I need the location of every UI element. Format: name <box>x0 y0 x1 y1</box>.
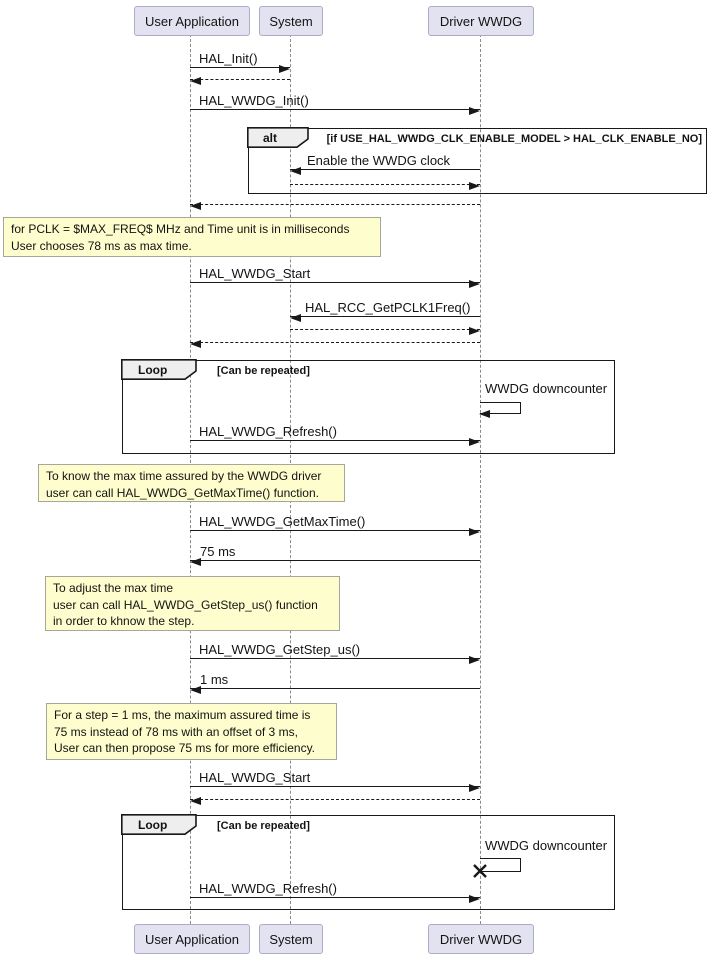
arrowhead-left-icon <box>190 797 201 805</box>
self-message-wwdg-downcounter-destroyed <box>480 858 521 872</box>
message-label: HAL_WWDG_GetStep_us() <box>199 642 361 657</box>
self-message-label: WWDG downcounter <box>485 381 608 396</box>
arrowhead-left-icon <box>190 558 201 566</box>
arrowhead-right-icon <box>469 438 480 446</box>
participant-label: User Application <box>145 931 239 947</box>
note-step-efficiency <box>46 703 337 760</box>
arrowhead-left-icon <box>190 77 201 85</box>
destroy-cross-icon <box>472 863 488 879</box>
self-message-wwdg-downcounter <box>480 402 521 414</box>
arrowhead-right-icon <box>469 528 480 536</box>
loop-operator-label: Loop <box>138 818 168 832</box>
message-label: HAL_WWDG_GetMaxTime() <box>199 514 366 529</box>
arrowhead-left-icon <box>479 410 490 418</box>
return-message <box>190 188 480 205</box>
note-getmaxtime <box>38 464 345 502</box>
note-pclk-max-freq <box>3 217 381 257</box>
return-message <box>190 63 290 80</box>
message-label: HAL_WWDG_Init() <box>199 93 309 108</box>
message-label: HAL_RCC_GetPCLK1Freq() <box>305 300 471 315</box>
note-line: For a step = 1 ms, the maximum assured time is <box>54 708 311 722</box>
arrowhead-left-icon <box>190 340 201 348</box>
message-line <box>190 688 480 689</box>
participant-label: System <box>269 931 313 947</box>
participant-label: Driver WWDG <box>439 13 523 29</box>
message-label: HAL_Init() <box>199 51 258 66</box>
message-line <box>290 184 480 185</box>
arrowhead-right-icon <box>469 107 480 115</box>
message-label: HAL_WWDG_Start <box>199 266 311 281</box>
loop-operator-label: Loop <box>138 363 168 377</box>
participant-label: User Application <box>145 13 239 29</box>
message-line <box>190 897 480 898</box>
arrowhead-right-icon <box>469 656 480 664</box>
arrowhead-right-icon <box>469 895 480 903</box>
arrowhead-left-icon <box>190 686 201 694</box>
return-message <box>190 326 480 343</box>
message-hal-wwdg-start-1 <box>190 266 480 283</box>
note-line: To know the max time assured by the WWDG driver <box>46 469 322 483</box>
message-label: Enable the WWDG clock <box>307 153 451 168</box>
alt-operator-label: alt <box>263 131 278 145</box>
note-line: user can call HAL_WWDG_GetStep_us() function <box>53 597 318 612</box>
participant-system-bottom <box>259 924 323 954</box>
note-line: in order to khnow the step. <box>53 614 195 628</box>
note-line: user can call HAL_WWDG_GetMaxTime() function. <box>46 485 319 500</box>
note-getstep <box>45 576 340 631</box>
message-hal-wwdg-getmaxtime <box>190 514 480 531</box>
message-line <box>190 530 480 531</box>
message-line <box>190 79 290 80</box>
arrowhead-left-icon <box>190 202 201 210</box>
message-line <box>190 204 480 205</box>
return-message <box>290 168 480 185</box>
note-line: User chooses 78 ms as max time. <box>11 238 192 253</box>
message-line <box>190 560 480 561</box>
message-line <box>190 342 480 343</box>
message-line <box>190 799 480 800</box>
participant-system-top <box>259 6 323 36</box>
message-hal-wwdg-getstep-us <box>190 642 480 659</box>
message-return-1ms <box>190 672 480 689</box>
message-line <box>190 282 480 283</box>
message-hal-wwdg-refresh-1 <box>190 424 480 441</box>
message-label: 75 ms <box>200 544 236 559</box>
self-message-label: WWDG downcounter <box>485 838 608 853</box>
arrowhead-right-icon <box>469 280 480 288</box>
message-label: HAL_WWDG_Refresh() <box>199 424 337 439</box>
participant-label: Driver WWDG <box>439 931 523 947</box>
message-line <box>190 109 480 110</box>
note-line: for PCLK = $MAX_FREQ$ MHz and Time unit is in milliseconds <box>11 222 350 236</box>
note-line: User can then propose 75 ms for more efficiency. <box>54 741 316 755</box>
message-line <box>190 658 480 659</box>
participant-driver-wwdg-bottom <box>428 924 534 954</box>
participant-driver-wwdg-top <box>428 6 534 36</box>
return-message <box>190 783 480 800</box>
message-hal-wwdg-init <box>190 93 480 110</box>
message-label: 1 ms <box>200 672 229 687</box>
participant-user-application-bottom <box>134 924 250 954</box>
message-line <box>190 440 480 441</box>
note-line: 75 ms instead of 78 ms with an offset of 3 ms, <box>54 724 298 739</box>
fragment-header-pentagon <box>247 127 309 148</box>
participant-label: System <box>269 13 313 29</box>
message-hal-wwdg-refresh-2 <box>190 881 480 898</box>
message-label: HAL_WWDG_Refresh() <box>199 881 337 896</box>
loop-guard-condition: [Can be repeated] <box>217 365 310 377</box>
loop-guard-condition: [Can be repeated] <box>217 820 310 832</box>
participant-user-application-top <box>134 6 250 36</box>
message-label: HAL_WWDG_Start <box>199 770 311 785</box>
note-line: To adjust the max time <box>53 581 174 595</box>
alt-guard-condition: [if USE_HAL_WWDG_CLK_ENABLE_MODEL > HAL_CLK_ENABLE_NO] <box>326 133 702 145</box>
message-return-75ms <box>190 544 480 561</box>
